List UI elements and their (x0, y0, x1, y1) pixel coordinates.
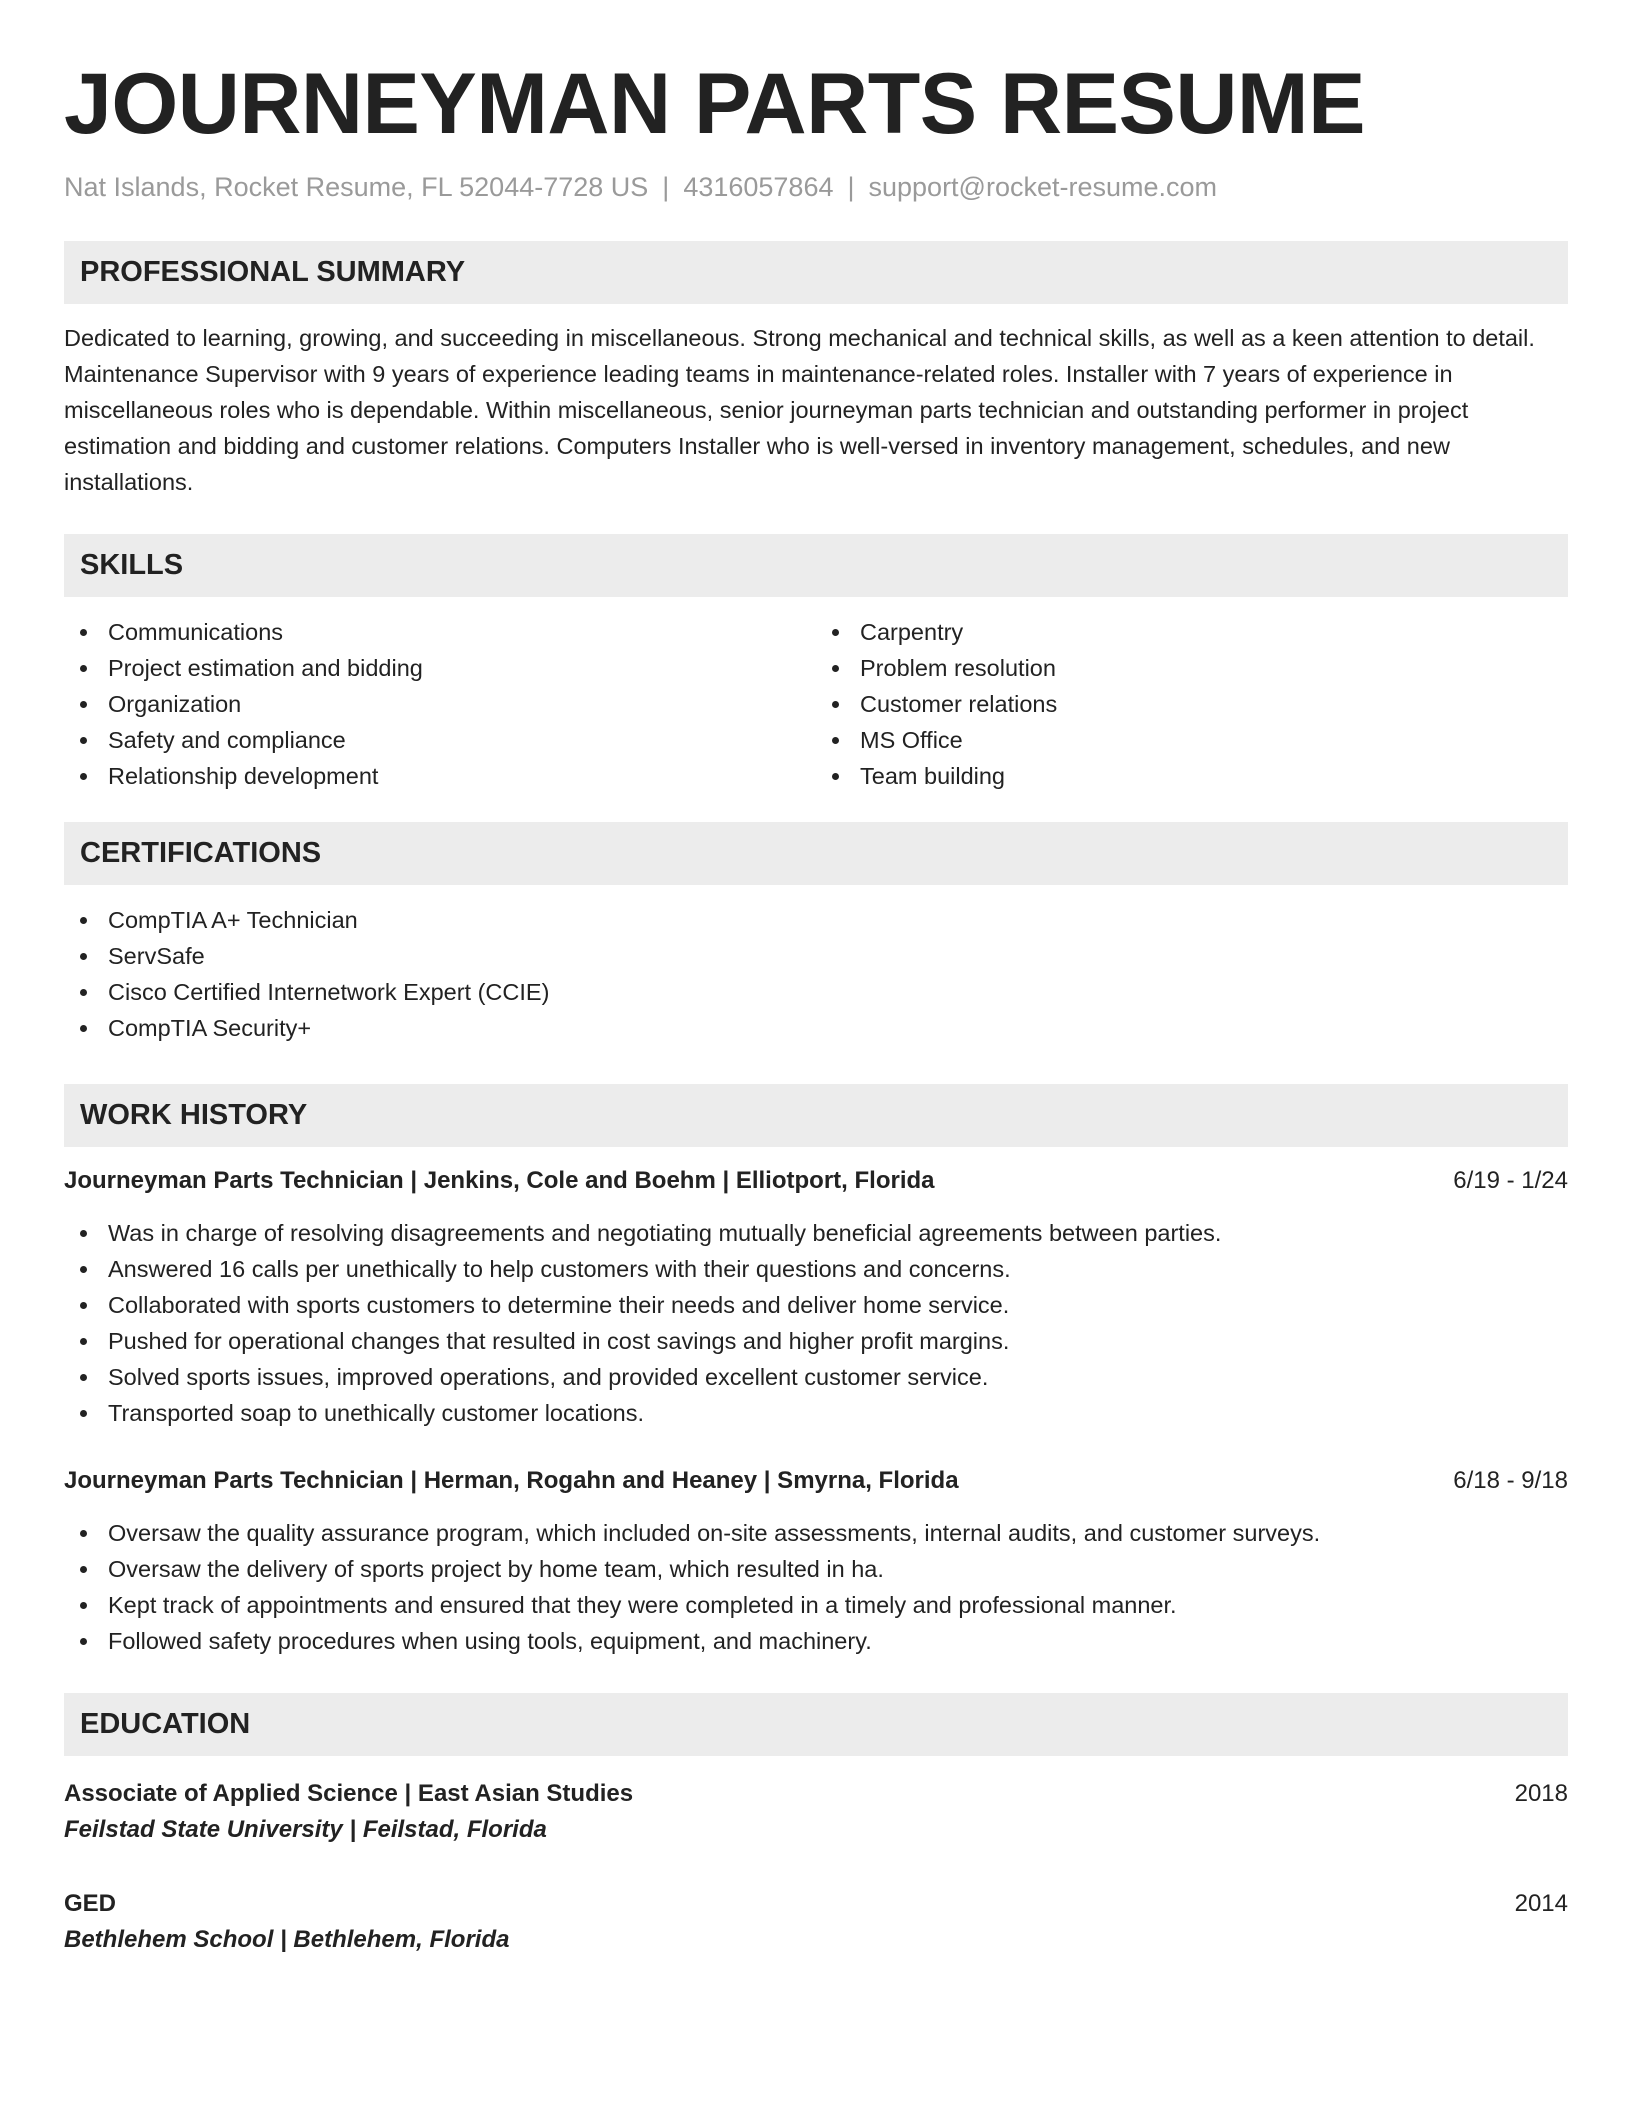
job-bullet: Followed safety procedures when using tools, equipment, and machinery. (64, 1623, 1568, 1659)
job-bullet: Collaborated with sports customers to determine their needs and deliver home service. (64, 1287, 1568, 1323)
skills-list (64, 614, 1568, 794)
job-bullets (64, 1215, 1568, 1431)
skill-item: Team building (816, 758, 1568, 794)
job-bullet: Oversaw the delivery of sports project by home team, which resulted in ha. (64, 1551, 1568, 1587)
certification-item: Cisco Certified Internetwork Expert (CCIE) (64, 974, 1568, 1010)
skill-item: Organization (64, 686, 816, 722)
job-bullet: Pushed for operational changes that resulted in cost savings and higher profit margins. (64, 1323, 1568, 1359)
job-entry (64, 1463, 1568, 1659)
certifications-list (64, 902, 1568, 1046)
job-entry (64, 1163, 1568, 1431)
job-bullet: Solved sports issues, improved operations, and provided excellent customer service. (64, 1359, 1568, 1395)
job-bullet: Oversaw the quality assurance program, which included on-site assessments, internal audits, and customer surveys. (64, 1515, 1568, 1551)
skill-item: Problem resolution (816, 650, 1568, 686)
certification-item: CompTIA Security+ (64, 1010, 1568, 1046)
section-header-education: EDUCATION (64, 1693, 1568, 1756)
education-header (64, 1886, 1568, 1922)
job-dates: 6/18 - 9/18 (1453, 1467, 1568, 1494)
education-year: 2018 (1514, 1780, 1568, 1807)
skill-item: MS Office (816, 722, 1568, 758)
section-header-work-history: WORK HISTORY (64, 1084, 1568, 1147)
education-school: Feilstad State University | Feilstad, Florida (64, 1816, 547, 1843)
job-header (64, 1163, 1568, 1199)
skill-item: Relationship development (64, 758, 816, 794)
job-bullet: Kept track of appointments and ensured that they were completed in a timely and professional manner. (64, 1587, 1568, 1623)
job-bullet: Was in charge of resolving disagreements and negotiating mutually beneficial agreements between parties. (64, 1215, 1568, 1251)
job-bullet: Answered 16 calls per unethically to help customers with their questions and concerns. (64, 1251, 1568, 1287)
contact-email: support@rocket-resume.com (868, 172, 1218, 202)
job-header (64, 1463, 1568, 1499)
skill-item: Project estimation and bidding (64, 650, 816, 686)
skill-item: Communications (64, 614, 816, 650)
job-title: Journeyman Parts Technician | Herman, Rogahn and Heaney | Smyrna, Florida (64, 1467, 959, 1494)
resume-title: JOURNEYMAN PARTS RESUME (64, 56, 1365, 152)
skill-item: Customer relations (816, 686, 1568, 722)
certification-item: ServSafe (64, 938, 1568, 974)
job-title: Journeyman Parts Technician | Jenkins, Cole and Boehm | Elliotport, Florida (64, 1167, 935, 1194)
contact-address: Nat Islands, Rocket Resume, FL 52044-7728 US (64, 172, 649, 202)
job-bullets (64, 1515, 1568, 1659)
contact-phone: 4316057864 (683, 172, 834, 202)
summary-text: Dedicated to learning, growing, and succeeding in miscellaneous. Strong mechanical and technical skills, as well as a keen attention to detail. Maintenance Supervisor with 9 years of experience leading teams in maintenance-related roles. Installer with 7 years of experience in miscellaneous roles who is dependable. Within miscellaneous, senior journeyman parts technician and outstanding performer in project estimation and bidding and customer relations. Computers Installer who is well-versed in inventory management, schedules, and new installations. (64, 325, 1535, 495)
education-entry (64, 1776, 1568, 1848)
education-entry (64, 1886, 1568, 1958)
skill-item: Carpentry (816, 614, 1568, 650)
education-degree: GED (64, 1890, 117, 1917)
skills-column-left (64, 614, 816, 794)
education-school: Bethlehem School | Bethlehem, Florida (64, 1926, 510, 1953)
section-header-skills: SKILLS (64, 534, 1568, 597)
contact-separator: | (662, 172, 670, 202)
certification-item: CompTIA A+ Technician (64, 902, 1568, 938)
section-header-summary: PROFESSIONAL SUMMARY (64, 241, 1568, 304)
section-header-certifications: CERTIFICATIONS (64, 822, 1568, 885)
contact-line (64, 170, 1568, 204)
education-year: 2014 (1514, 1890, 1568, 1917)
education-degree: Associate of Applied Science | East Asian Studies (64, 1780, 634, 1807)
education-header (64, 1776, 1568, 1812)
skills-column-right (816, 614, 1568, 794)
skill-item: Safety and compliance (64, 722, 816, 758)
job-dates: 6/19 - 1/24 (1453, 1167, 1568, 1194)
contact-separator: | (847, 172, 855, 202)
job-bullet: Transported soap to unethically customer locations. (64, 1395, 1568, 1431)
